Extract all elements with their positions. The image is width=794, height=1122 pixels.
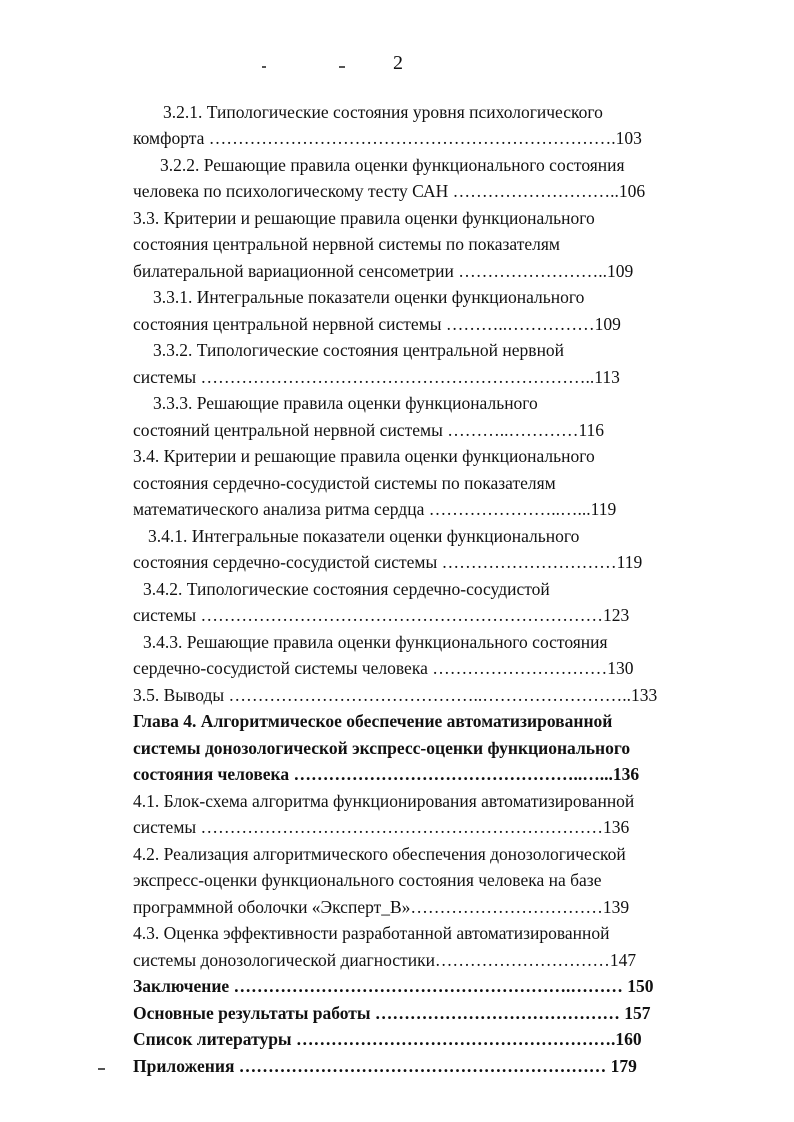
toc-entry-3-3-2-cont: системы …………………………………………………………..113 [133,367,620,387]
toc-entry-3-3-3-cont: состояний центральной нервной системы ………..…………116 [133,420,605,440]
scan-speck [339,66,345,68]
toc-entry-3-5: 3.5. Выводы ……………………………………..……………………..133 [133,685,658,705]
toc-conclusion: Заключение ………………………………………………….……… 150 [133,976,654,996]
toc-entry-3-2-1: 3.2.1. Типологические состояния уровня психологического [163,102,603,122]
toc-entry-4-2-cont: экспресс-оценки функционального состояния человека на базе [133,870,602,890]
toc-chapter-4-cont: состояния человека …………………………………………..…...136 [133,764,640,784]
toc-entry-4-1: 4.1. Блок-схема алгоритма функционирования автоматизированной [133,791,635,811]
toc-entry-4-3: 4.3. Оценка эффективности разработанной автоматизированной [133,923,610,943]
toc-entry-3-3-1-cont: состояния центральной нервной системы ………..……………109 [133,314,621,334]
toc-entry-3-2-2: 3.2.2. Решающие правила оценки функционального состояния [160,155,625,175]
toc-entry-4-2: 4.2. Реализация алгоритмического обеспечения донозологической [133,844,626,864]
toc-entry-4-1-cont: системы ……………………………………………………………136 [133,817,630,837]
toc-entry-3-4-2-cont: системы ……………………………………………………………123 [133,605,630,625]
toc-references: Список литературы ……………………………………………….160 [133,1029,642,1049]
toc-entry-4-3-cont: системы донозологической диагностики…………………………147 [133,950,637,970]
toc-chapter-4: Глава 4. Алгоритмическое обеспечение автоматизированной [133,711,613,731]
toc-entry-3-4-1: 3.4.1. Интегральные показатели оценки функционального [148,526,580,546]
toc-entry-3-4-3-cont: сердечно-сосудистой системы человека …………………………130 [133,658,634,678]
page-number: 2 [393,52,403,74]
scan-speck [262,66,266,68]
toc-entry-3-3-3: 3.3.3. Решающие правила оценки функционального [153,393,538,413]
toc-entry-3-3-cont: билатеральной вариационной сенсометрии ……………………..109 [133,261,634,281]
toc-entry-3-4-1-cont: состояния сердечно-сосудистой системы …………………………119 [133,552,643,572]
toc-appendices: Приложения ……………………………………………………… 179 [133,1056,637,1076]
toc-entry-3-3-cont: состояния центральной нервной системы по показателям [133,234,560,254]
toc-entry-3-3-1: 3.3.1. Интегральные показатели оценки функционального [153,287,585,307]
toc-entry-3-2-1-cont: комфорта …………………………………………………………….103 [133,128,642,148]
toc-entry-3-2-2-cont: человека по психологическому тесту САН ………………………..106 [133,181,646,201]
toc-entry-3-4-cont: математического анализа ритма сердца …………………..…...119 [133,499,617,519]
toc-entry-3-3: 3.3. Критерии и решающие правила оценки функционального [133,208,595,228]
scan-speck [98,1068,105,1070]
toc-entry-3-4-3: 3.4.3. Решающие правила оценки функционального состояния [143,632,608,652]
toc-entry-4-2-cont: программной оболочки «Эксперт_В»……………………………139 [133,897,630,917]
toc-entry-3-4-cont: состояния сердечно-сосудистой системы по показателям [133,473,556,493]
toc-chapter-4-cont: системы донозологической экспресс-оценки функционального [133,738,631,758]
toc-entry-3-4-2: 3.4.2. Типологические состояния сердечно-сосудистой [143,579,550,599]
toc-main-results: Основные результаты работы …………………………………… 157 [133,1003,651,1023]
toc-entry-3-3-2: 3.3.2. Типологические состояния центральной нервной [153,340,565,360]
toc-entry-3-4: 3.4. Критерии и решающие правила оценки функционального [133,446,595,466]
